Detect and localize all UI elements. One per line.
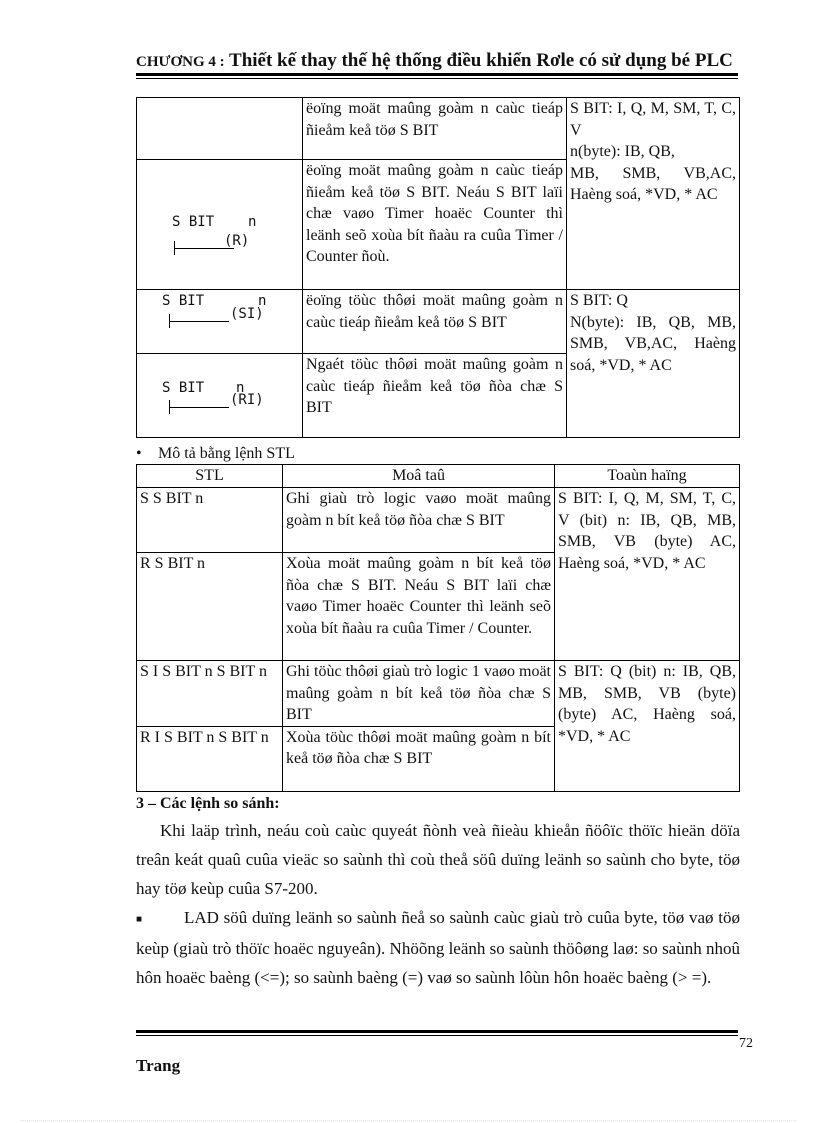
column-header-description: Moâ taû	[283, 465, 555, 488]
stl-command: S I S BIT n S BIT n	[137, 661, 283, 727]
lad-symbol-cell	[137, 160, 303, 290]
table-row	[137, 488, 740, 553]
stl-instruction-table	[136, 464, 740, 792]
square-bullet-icon: ■	[136, 913, 143, 925]
set-immediate-coil-symbol	[140, 290, 299, 352]
footer-label: Trang	[136, 1056, 181, 1075]
stl-operands	[555, 661, 740, 792]
lad-description: Ngaét töùc thôøi moät maûng goàm n caùc tieáp ñieåm keå töø ñòa chæ S BIT	[303, 354, 567, 438]
stl-command: R S BIT n	[137, 553, 283, 661]
lad-operands-line: S BIT: I, Q, M, SM, T, C, V	[570, 100, 736, 139]
table-row	[137, 661, 740, 727]
stl-description: Ghi töùc thôøi giaù trò logic 1 vaøo moät maûng goàm n bít keå töø ñòa chæ S BIT	[283, 661, 555, 727]
bullet-paragraph	[136, 903, 740, 992]
stl-description: Xoùa moät maûng goàm n bít keå töø ñòa chæ S BIT. Neáu S BIT laïi chæ vaøo Timer hoaëc Counter thì leänh seõ xoùa bít ñaàu ra cuûa Timer / Counter.	[283, 553, 555, 661]
rung-wire	[169, 407, 229, 408]
lad-instruction-table	[136, 97, 740, 438]
stl-description: Xoùa töùc thôøi moät maûng goàm n bít keå töø ñòa chæ S BIT	[283, 726, 555, 791]
bullet-icon: •	[136, 445, 142, 462]
lad-description: ëoïng moät maûng goàm n caùc tieáp ñieåm keå töø S BIT. Neáu S BIT laïi chæ vaøo Timer hoaëc Counter thì leänh seõ xoùa bít ñaàu ra cuûa Timer / Counter ñoù.	[303, 160, 567, 290]
footer-rule-thick	[136, 1030, 738, 1033]
column-header-operands: Toaùn haïng	[555, 465, 740, 488]
stl-description: Ghi giaù trò logic vaøo moät maûng goàm n bít keå töø ñòa chæ S BIT	[283, 488, 555, 553]
page-bottom-divider	[20, 1120, 796, 1121]
lad-symbol-cell	[137, 290, 303, 354]
lad-operands-line: N(byte): IB, QB, MB, SMB, VB,AC, Haèng soá, *VD, * AC	[570, 313, 736, 374]
section-title: 3 – Các lệnh so sánh:	[136, 795, 280, 812]
paragraph: Khi laäp trình, neáu coù caùc quyeát ñònh veà ñieàu khieån ñöôïc thöïc hieän döïa treân keát quaû cuûa vieäc so saùnh thì coù theå söû duïng leänh so saùnh cho byte, töø hay töø keùp cuûa S7-200.	[136, 821, 740, 898]
stl-heading	[136, 445, 295, 463]
lad-symbol-cell	[137, 354, 303, 438]
symbol-operand: S BIT	[172, 214, 215, 230]
reset-coil-symbol	[140, 160, 299, 288]
page-number: 72	[739, 1036, 753, 1051]
stl-operands-text: S BIT: I, Q, M, SM, T, C, V (bit) n: IB, QB, MB, SMB, VB	[558, 490, 736, 550]
table-row	[137, 290, 740, 354]
lad-operands	[567, 98, 740, 290]
lad-description: ëoïng töùc thôøi moät maûng goàm n caùc tieáp ñieåm keå töø S BIT	[303, 290, 567, 354]
paragraph-text: LAD söû duïng leänh so saùnh ñeå so saùnh caùc giaù trò cuûa byte, töø vaø töø keùp (giaù trò thöïc hoaëc nguyeân). Nhöõng leänh so saùnh thöôøng laø: so saùnh nhoû hôn hoaëc baèng (<=); so saùnh baèng (=) vaø so saùnh lôùn hôn hoaëc baèng (> =).	[136, 908, 740, 987]
reset-immediate-coil-symbol	[140, 354, 299, 436]
stl-heading-text: Mô tả bằng lệnh STL	[158, 445, 295, 462]
stl-command: R I S BIT n S BIT n	[137, 726, 283, 791]
stl-operands-text: S BIT: Q (bit) n: IB, QB, MB, SMB,	[558, 663, 736, 702]
chapter-label: CHƯƠNG 4 :	[136, 54, 225, 70]
lad-operands-line: S BIT: Q	[570, 292, 628, 309]
symbol-n: n	[248, 214, 257, 230]
table-header-row	[137, 465, 740, 488]
table-row	[137, 98, 740, 160]
header-rule-thin	[136, 78, 738, 79]
lad-operands-line: n(byte): IB, QB,	[570, 143, 675, 160]
stl-command: S S BIT n	[137, 488, 283, 553]
stl-operands-text: VB (byte) (byte) AC, Haèng soá, *VD, * AC	[558, 684, 736, 745]
stl-operands	[555, 488, 740, 661]
symbol-n: n	[258, 293, 267, 309]
stl-operands-text: (byte) AC, Haèng soá, *VD, * AC	[558, 533, 737, 572]
page-header	[136, 50, 738, 73]
lad-symbol-cell-empty	[137, 98, 303, 160]
coil-label: (SI)	[230, 306, 264, 322]
column-header-stl: STL	[137, 465, 283, 488]
footer-rule-thin	[136, 1035, 738, 1036]
lad-operands-line: MB, SMB, VB,AC, Haèng soá, *VD, * AC	[570, 164, 736, 203]
symbol-operand: S BIT	[162, 380, 205, 396]
lad-description: ëoïng moät maûng goàm n caùc tieáp ñieåm keå töø S BIT	[303, 98, 567, 160]
symbol-operand: S BIT	[162, 293, 205, 309]
rung-wire	[169, 321, 229, 322]
symbol-n: n	[236, 380, 245, 396]
lad-operands	[567, 290, 740, 438]
coil-label: (R)	[224, 233, 250, 249]
coil-label: (RI)	[230, 392, 264, 408]
chapter-title: Thiết kế thay thế hệ thống điều khiển Rơle có sử dụng bé PLC	[224, 50, 733, 71]
header-rule-thick	[136, 73, 738, 76]
